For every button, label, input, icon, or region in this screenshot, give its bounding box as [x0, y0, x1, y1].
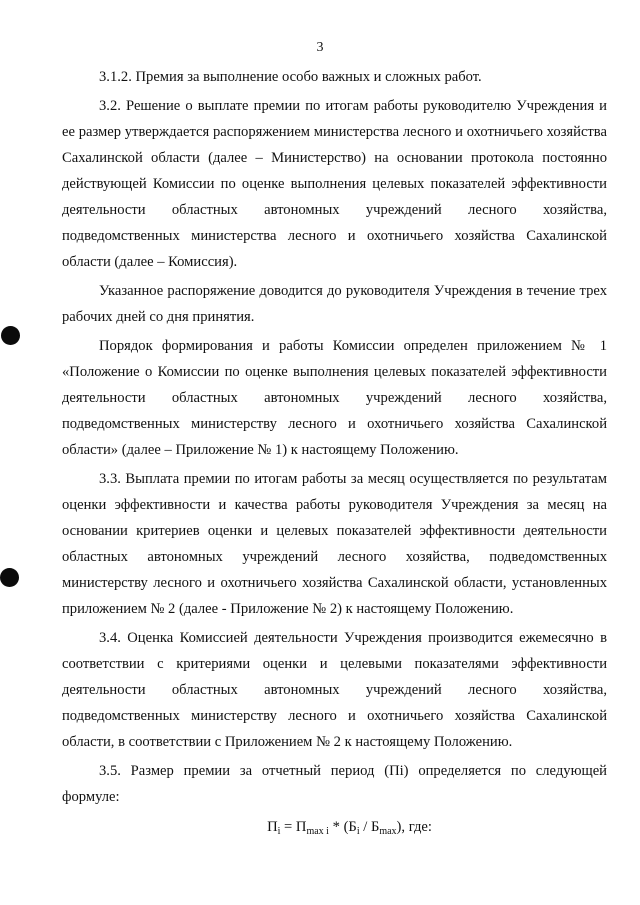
paragraph-3-2: 3.2. Решение о выплате премии по итогам работы руководителю Учреждения и ее размер утверждается распоряжением министерства лесного и охотничьего хозяйства Сахалинской области (далее – Министерство) на основании протокола постоянно действующей Комиссии по оценке выполнения целевых показателей эффективности деятельности областных автономных учреждений лесного хозяйства, подведомственных министерства лесного и охотничьего хозяйства Сахалинской области (далее – Комиссия). [62, 98, 607, 270]
document-body [62, 64, 607, 840]
punch-hole [0, 568, 19, 587]
page-number: 3 [316, 40, 324, 55]
punch-hole [1, 326, 20, 345]
paragraph-3-1-2: 3.1.2. Премия за выполнение особо важных и сложных работ. [99, 69, 482, 85]
paragraph-commission-procedure: Порядок формирования и работы Комиссии определен приложением № 1 «Положение о Комиссии по оценке выполнения целевых показателей эффективности деятельности областных автономных учреждений лесного хозяйства, подведомственных министерству лесного и охотничьего хозяйства Сахалинской области» (далее – Приложение № 1) к настоящему Положению. [62, 338, 607, 458]
paragraph-order-notice: Указанное распоряжение доводится до руководителя Учреждения в течение трех рабочих дней со дня принятия. [62, 283, 607, 325]
bonus-formula: $П_i = П_{max i} * (Б_i / Б_{max})$, где: [267, 819, 432, 837]
paragraph-3-3: 3.3. Выплата премии по итогам работы за месяц осуществляется по результатам оценки эффективности и качества работы руководителя Учреждения за месяц на основании критериев оценки и целевых показателей эффективности деятельности областных автономных учреждений лесного хозяйства, подведомственных министерству лесного и охотничьего хозяйства Сахалинской области, установленных приложением № 2 (далее - Приложение № 2) к настоящему Положению. [62, 471, 607, 617]
paragraph-3-5: 3.5. Размер премии за отчетный период (Пi) определяется по следующей формуле: [62, 763, 607, 805]
paragraph-3-4: 3.4. Оценка Комиссией деятельности Учреждения производится ежемесячно в соответствии с критериями оценки и целевыми показателями эффективности деятельности областных автономных учреждений лесного хозяйства, подведомственных министерству лесного и охотничьего хозяйства Сахалинской области, в соответствии с Приложением № 2 к настоящему Положению. [62, 630, 607, 750]
